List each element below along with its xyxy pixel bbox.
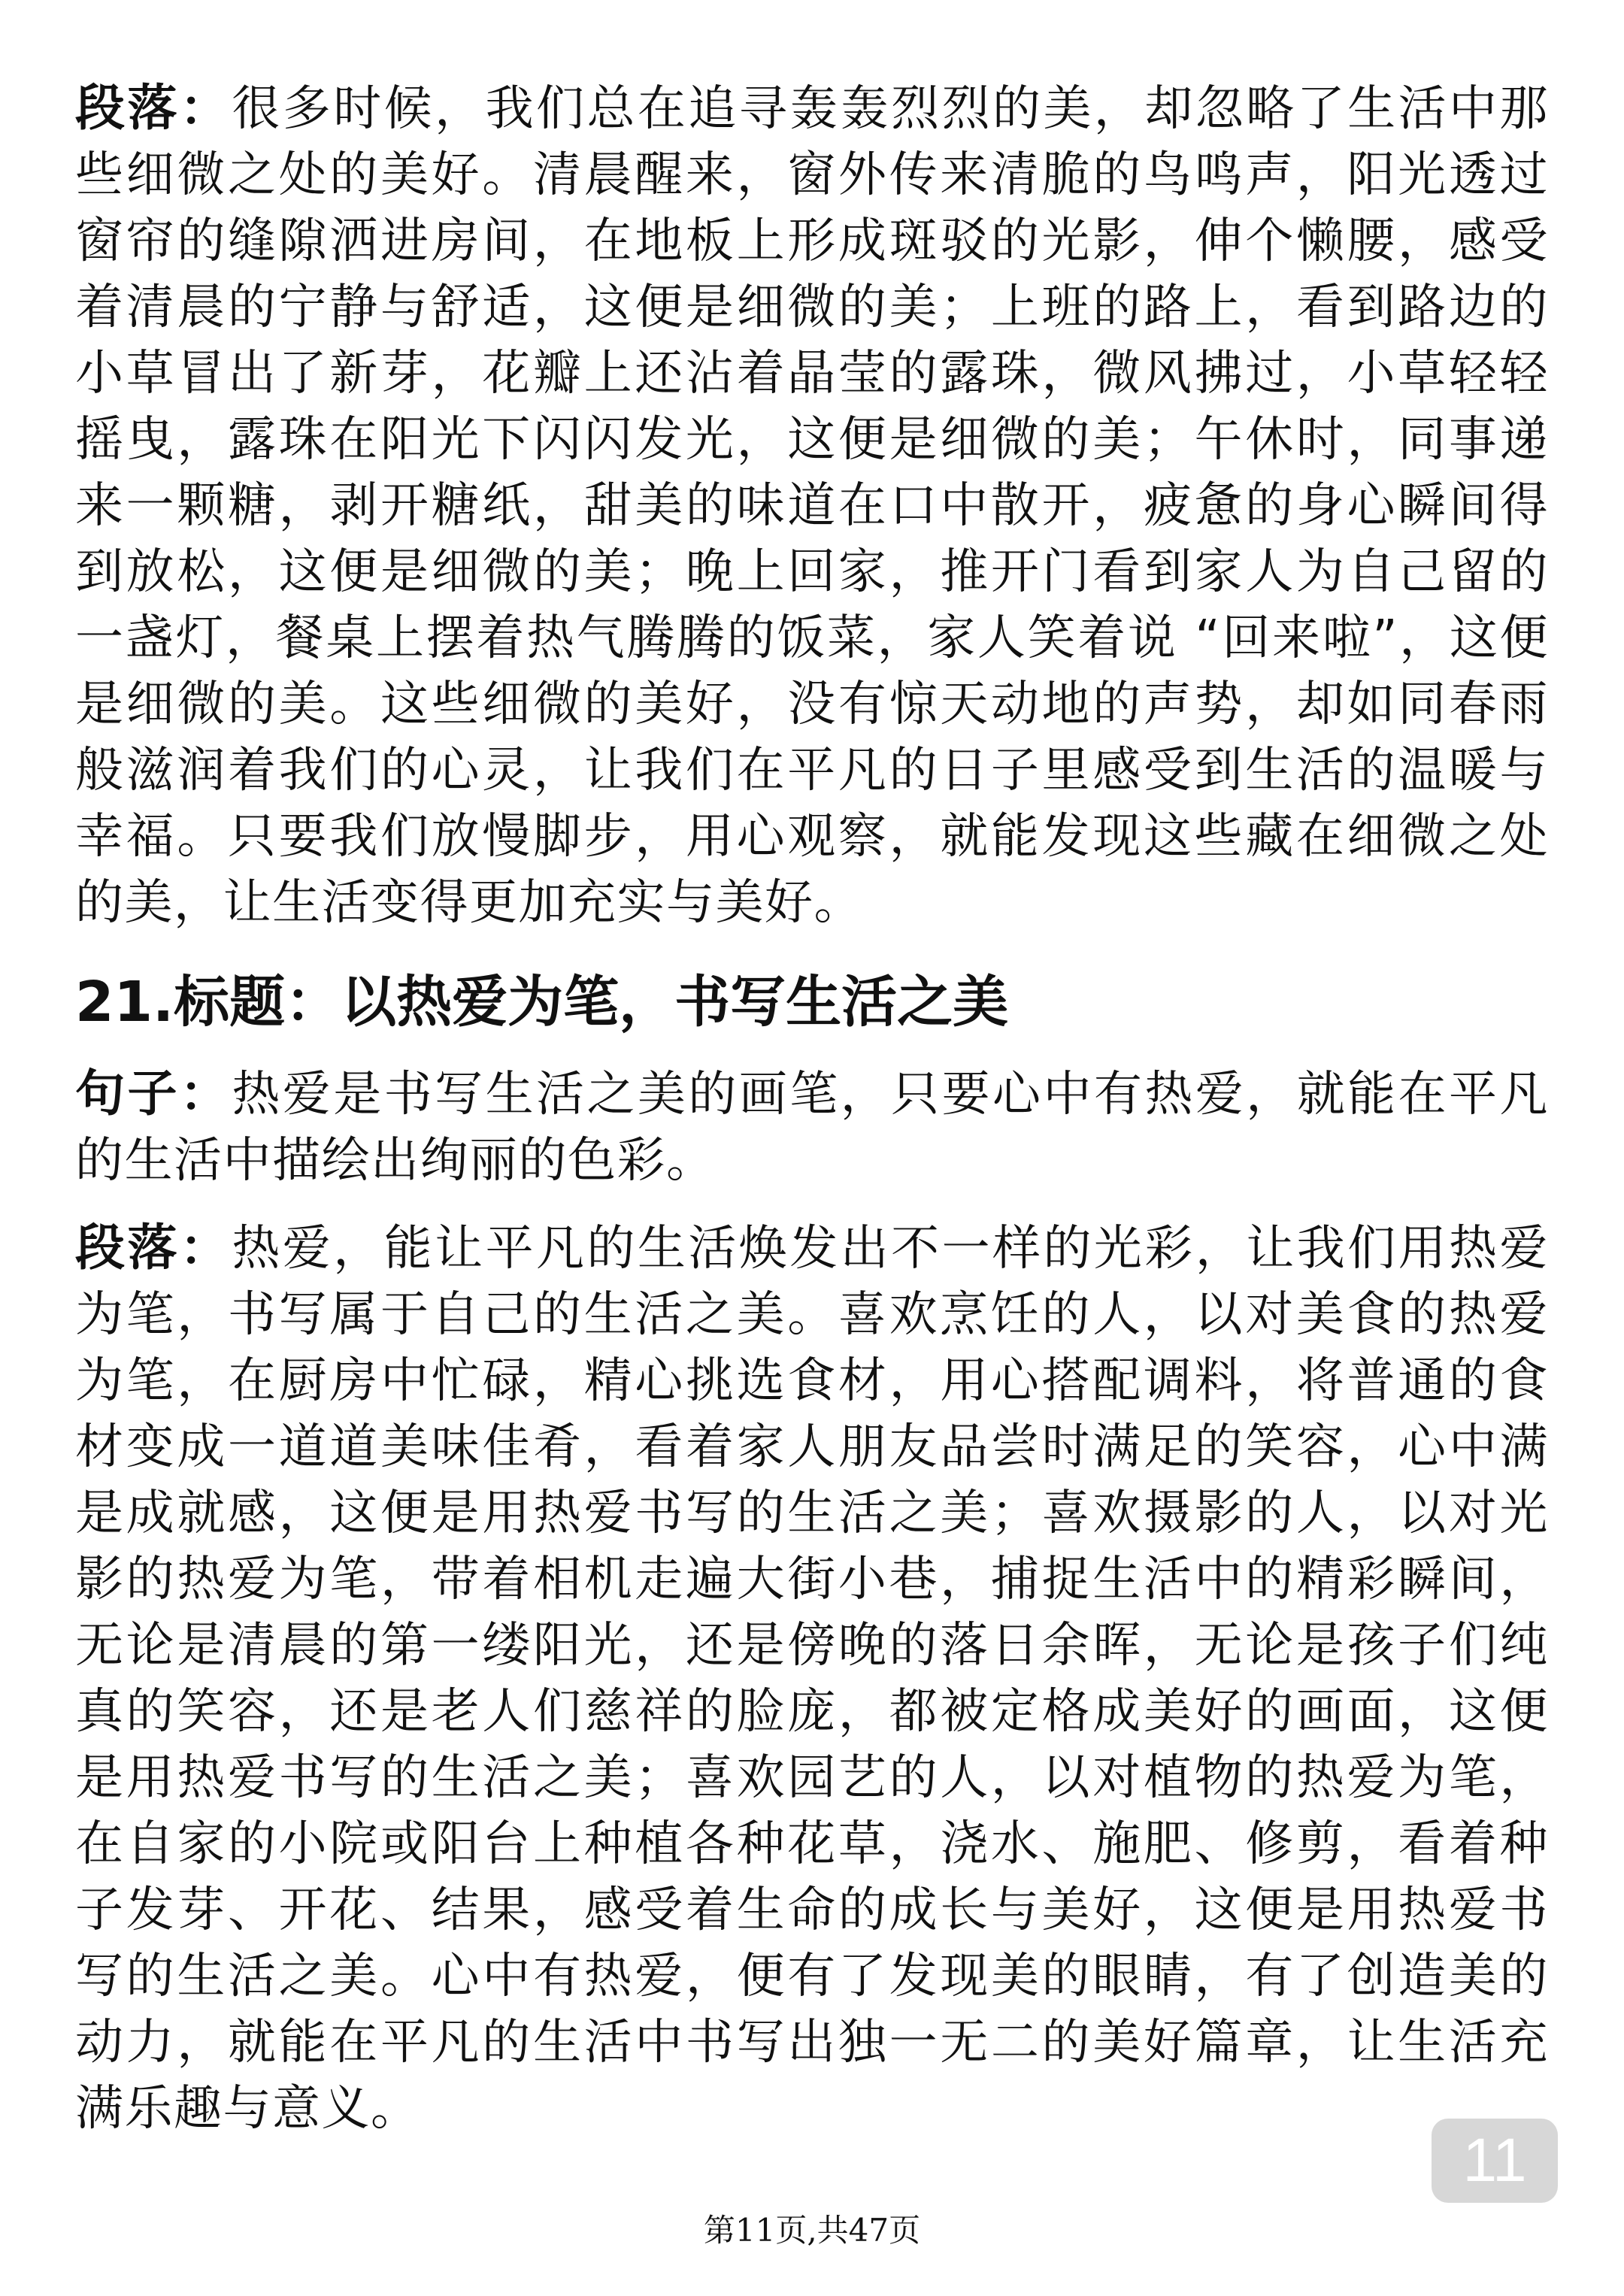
page-number-badge: 11 (1432, 2119, 1558, 2203)
paragraph-label: 段落： (75, 79, 232, 137)
sentence-block (75, 1061, 1549, 1194)
paragraph-text: 热爱，能让平凡的生活焕发出不一样的光彩，让我们用热爱为笔，书写属于自己的生活之美。喜欢烹饪的人，以对美食的热爱为笔，在厨房中忙碌，精心挑选食材，用心搭配调料，将普通的食材变成一道道美味佳肴，看着家人朋友品尝时满足的笑容，心中满是成就感，这便是用热爱书写的生活之美；喜欢摄影的人，以对光影的热爱为笔，带着相机走遍大街小巷，捕捉生活中的精彩瞬间，无论是清晨的第一缕阳光，还是傍晚的落日余晖，无论是孩子们纯真的笑容，还是老人们慈祥的脸庞，都被定格成美好的画面，这便是用热爱书写的生活之美；喜欢园艺的人，以对植物的热爱为笔，在自家的小院或阳台上种植各种花草，浇水、施肥、修剪，看着种子发芽、开花、结果，感受着生命的成长与美好，这便是用热爱书写的生活之美。心中有热爱，便有了发现美的眼睛，有了创造美的动力，就能在平凡的生活中书写出独一无二的美好篇章，让生活充满乐趣与意义。 (75, 1221, 1550, 2137)
paragraph-block (75, 1215, 1549, 2142)
paragraph-block (75, 75, 1549, 936)
sentence-label: 句子： (75, 1065, 232, 1122)
page-footer: 第11页,共47页 (703, 2212, 921, 2249)
sentence-text: 热爱是书写生活之美的画笔，只要心中有热爱，就能在平凡的生活中描绘出绚丽的色彩。 (75, 1067, 1550, 1189)
section-heading: 21.标题：以热爱为笔，书写生活之美 (75, 970, 1009, 1034)
paragraph-text: 很多时候，我们总在追寻轰轰烈烈的美，却忽略了生活中那些细微之处的美好。清晨醒来，窗外传来清脆的鸟鸣声，阳光透过窗帘的缝隙洒进房间，在地板上形成斑驳的光影，伸个懒腰，感受着清晨的宁静与舒适，这便是细微的美；上班的路上，看到路边的小草冒出了新芽，花瓣上还沾着晶莹的露珠，微风拂过，小草轻轻摇曳，露珠在阳光下闪闪发光，这便是细微的美；午休时，同事递来一颗糖，剥开糖纸，甜美的味道在口中散开，疲惫的身心瞬间得到放松，这便是细微的美；晚上回家，推开门看到家人为自己留的一盏灯，餐桌上摆着热气腾腾的饭菜，家人笑着说 “回来啦”，这便是细微的美。这些细微的美好，没有惊天动地的声势，却如同春雨般滋润着我们的心灵，让我们在平凡的日子里感受到生活的温暖与幸福。只要我们放慢脚步，用心观察，就能发现这些藏在细微之处的美，让生活变得更加充实与美好。 (75, 81, 1550, 931)
paragraph-label: 段落： (75, 1219, 232, 1277)
document-page (75, 75, 1549, 2163)
